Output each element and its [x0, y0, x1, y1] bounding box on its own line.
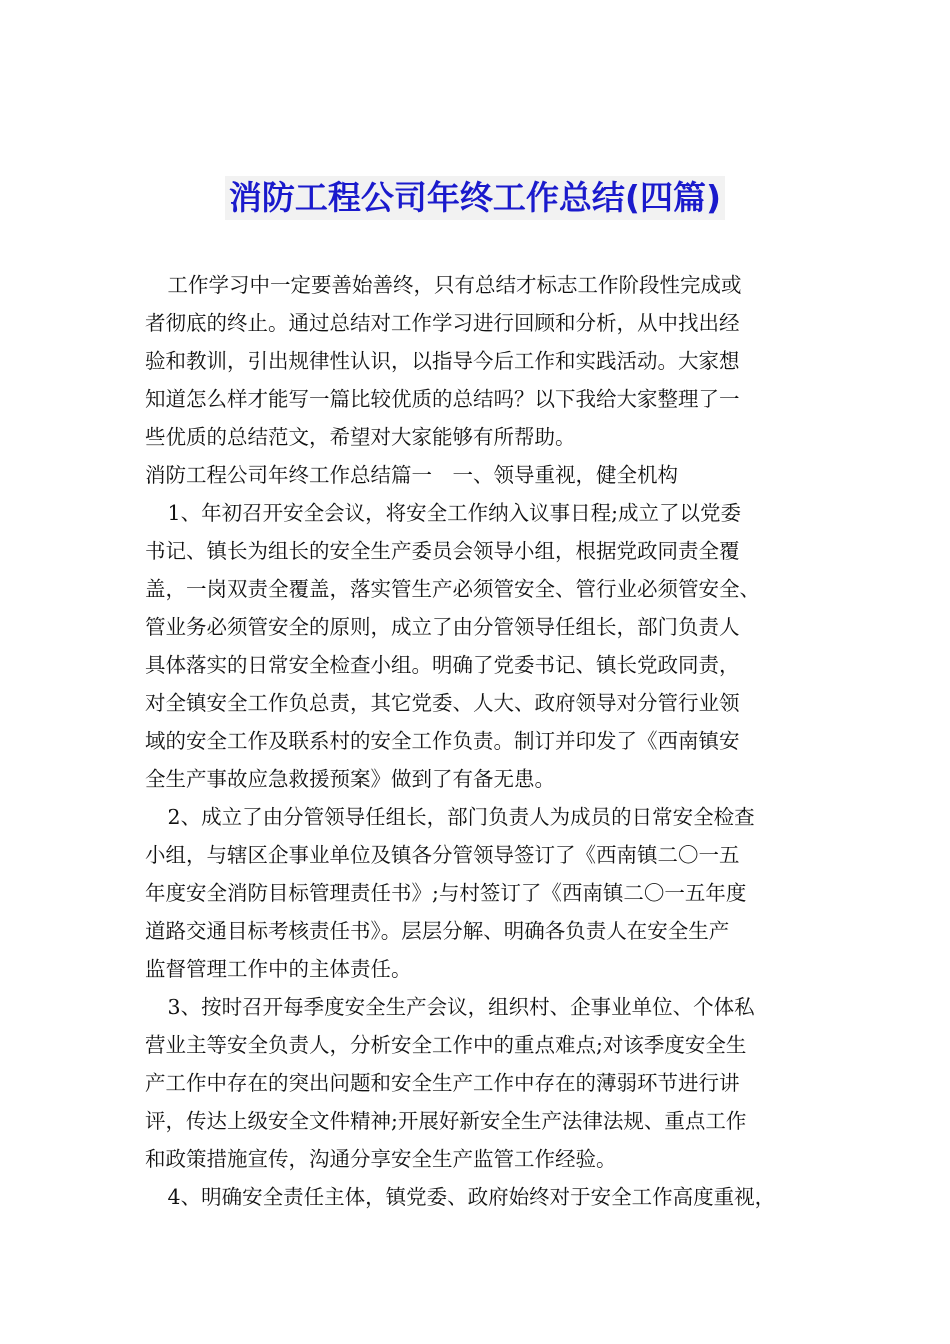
text-line: 书记、镇长为组长的安全生产委员会领导小组，根据党政同责全覆	[145, 539, 740, 563]
text-line: 3、按时召开每季度安全生产会议，组织村、企事业单位、个体私	[167, 995, 755, 1019]
title-container	[0, 176, 950, 220]
text-line: 工作学习中一定要善始善终，只有总结才标志工作阶段性完成或	[167, 273, 742, 297]
paragraph	[145, 1178, 810, 1216]
text-line: 知道怎么样才能写一篇比较优质的总结吗？以下我给大家整理了一	[145, 387, 740, 411]
paragraph	[145, 456, 810, 494]
text-line: 道路交通目标考核责任书》。层层分解、明确各负责人在安全生产	[145, 919, 730, 943]
text-line: 者彻底的终止。通过总结对工作学习进行回顾和分析，从中找出经	[145, 311, 740, 335]
text-line: 1、年初召开安全会议，将安全工作纳入议事日程;成立了以党委	[167, 501, 741, 525]
text-line: 验和教训，引出规律性认识，以指导今后工作和实践活动。大家想	[145, 349, 740, 373]
text-line: 些优质的总结范文，希望对大家能够有所帮助。	[145, 425, 576, 449]
text-line: 监督管理工作中的主体责任。	[145, 957, 412, 981]
text-line: 评，传达上级安全文件精神;开展好新安全生产法律法规、重点工作	[145, 1109, 747, 1133]
paragraph	[145, 266, 810, 456]
text-line: 2、成立了由分管领导任组长，部门负责人为成员的日常安全检查	[167, 805, 755, 829]
text-line: 小组，与辖区企事业单位及镇各分管领导签订了《西南镇二〇一五	[145, 843, 740, 867]
document-title: 消防工程公司年终工作总结(四篇)	[225, 176, 725, 220]
text-line: 具体落实的日常安全检查小组。明确了党委书记、镇长党政同责，	[145, 653, 740, 677]
text-line: 域的安全工作及联系村的安全工作负责。制订并印发了《西南镇安	[145, 729, 740, 753]
text-line: 4、明确安全责任主体，镇党委、政府始终对于安全工作高度重视，	[167, 1185, 776, 1209]
paragraph	[145, 494, 810, 798]
text-line: 盖，一岗双责全覆盖，落实管生产必须管安全、管行业必须管安全、	[145, 577, 760, 601]
text-line: 全生产事故应急救援预案》做到了有备无患。	[145, 767, 555, 791]
text-line: 管业务必须管安全的原则，成立了由分管领导任组长，部门负责人	[145, 615, 740, 639]
text-line: 营业主等安全负责人，分析安全工作中的重点难点;对该季度安全生	[145, 1033, 747, 1057]
document-body	[145, 266, 810, 1216]
text-line: 和政策措施宣传，沟通分享安全生产监管工作经验。	[145, 1147, 617, 1171]
text-line: 消防工程公司年终工作总结篇一 一、领导重视，健全机构	[145, 463, 678, 487]
text-line: 对全镇安全工作负总责，其它党委、人大、政府领导对分管行业领	[145, 691, 740, 715]
paragraph	[145, 988, 810, 1178]
text-line: 产工作中存在的突出问题和安全生产工作中存在的薄弱环节进行讲	[145, 1071, 740, 1095]
text-line: 年度安全消防目标管理责任书》;与村签订了《西南镇二〇一五年度	[145, 881, 747, 905]
paragraph	[145, 798, 810, 988]
